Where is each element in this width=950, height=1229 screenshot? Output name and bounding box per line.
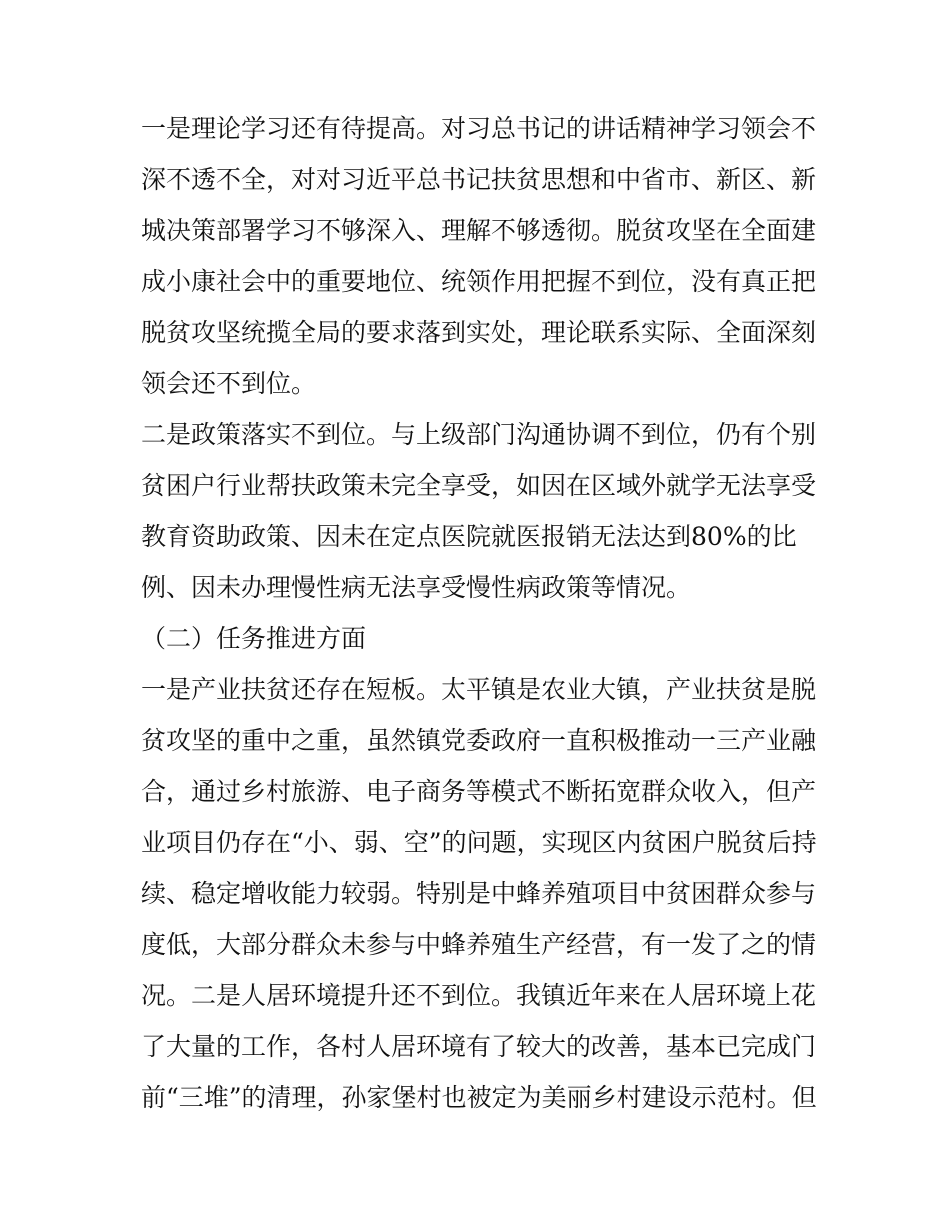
text-line: 教育资助政策、因未在定点医院就医报销无法达到80%的比 <box>141 522 797 551</box>
text-line: 况。二是人居环境提升还不到位。我镇近年来在人居环境上花 <box>141 981 817 1010</box>
text-line: 贫困户行业帮扶政策未完全享受，如因在区域外就学无法享受 <box>141 471 817 500</box>
text-line: 业项目仍存在“小、弱、空”的问题，实现区内贫困户脱贫后持 <box>141 828 817 857</box>
text-line: 二是政策落实不到位。与上级部门沟通协调不到位，仍有个别 <box>141 420 817 449</box>
text-line: 深不透不全，对对习近平总书记扶贫思想和中省市、新区、新 <box>141 165 817 194</box>
text-line: 一是产业扶贫还存在短板。太平镇是农业大镇，产业扶贫是脱 <box>141 675 817 704</box>
section-heading: （二）任务推进方面 <box>141 624 367 653</box>
text-line: 城决策部署学习不够深入、理解不够透彻。脱贫攻坚在全面建 <box>141 216 817 245</box>
text-line: 续、稳定增收能力较弱。特别是中蜂养殖项目中贫困群众参与 <box>141 879 817 908</box>
text-line: 领会还不到位。 <box>141 369 317 398</box>
document-body <box>141 103 821 1123</box>
text-line: 前“三堆”的清理，孙家堡村也被定为美丽乡村建设示范村。但 <box>141 1083 817 1112</box>
text-line: 贫攻坚的重中之重，虽然镇党委政府一直积极推动一三产业融 <box>141 726 817 755</box>
text-line: 度低，大部分群众未参与中蜂养殖生产经营，有一发了之的情 <box>141 930 817 959</box>
text-line: 一是理论学习还有待提高。对习总书记的讲话精神学习领会不 <box>141 114 817 143</box>
text-line: 合，通过乡村旅游、电子商务等模式不断拓宽群众收入，但产 <box>141 777 817 806</box>
text-line: 脱贫攻坚统揽全局的要求落到实处，理论联系实际、全面深刻 <box>141 318 817 347</box>
text-line: 例、因未办理慢性病无法享受慢性病政策等情况。 <box>141 573 692 602</box>
text-line: 了大量的工作，各村人居环境有了较大的改善，基本已完成门 <box>141 1032 817 1061</box>
text-line: 成小康社会中的重要地位、统领作用把握不到位，没有真正把 <box>141 267 817 296</box>
